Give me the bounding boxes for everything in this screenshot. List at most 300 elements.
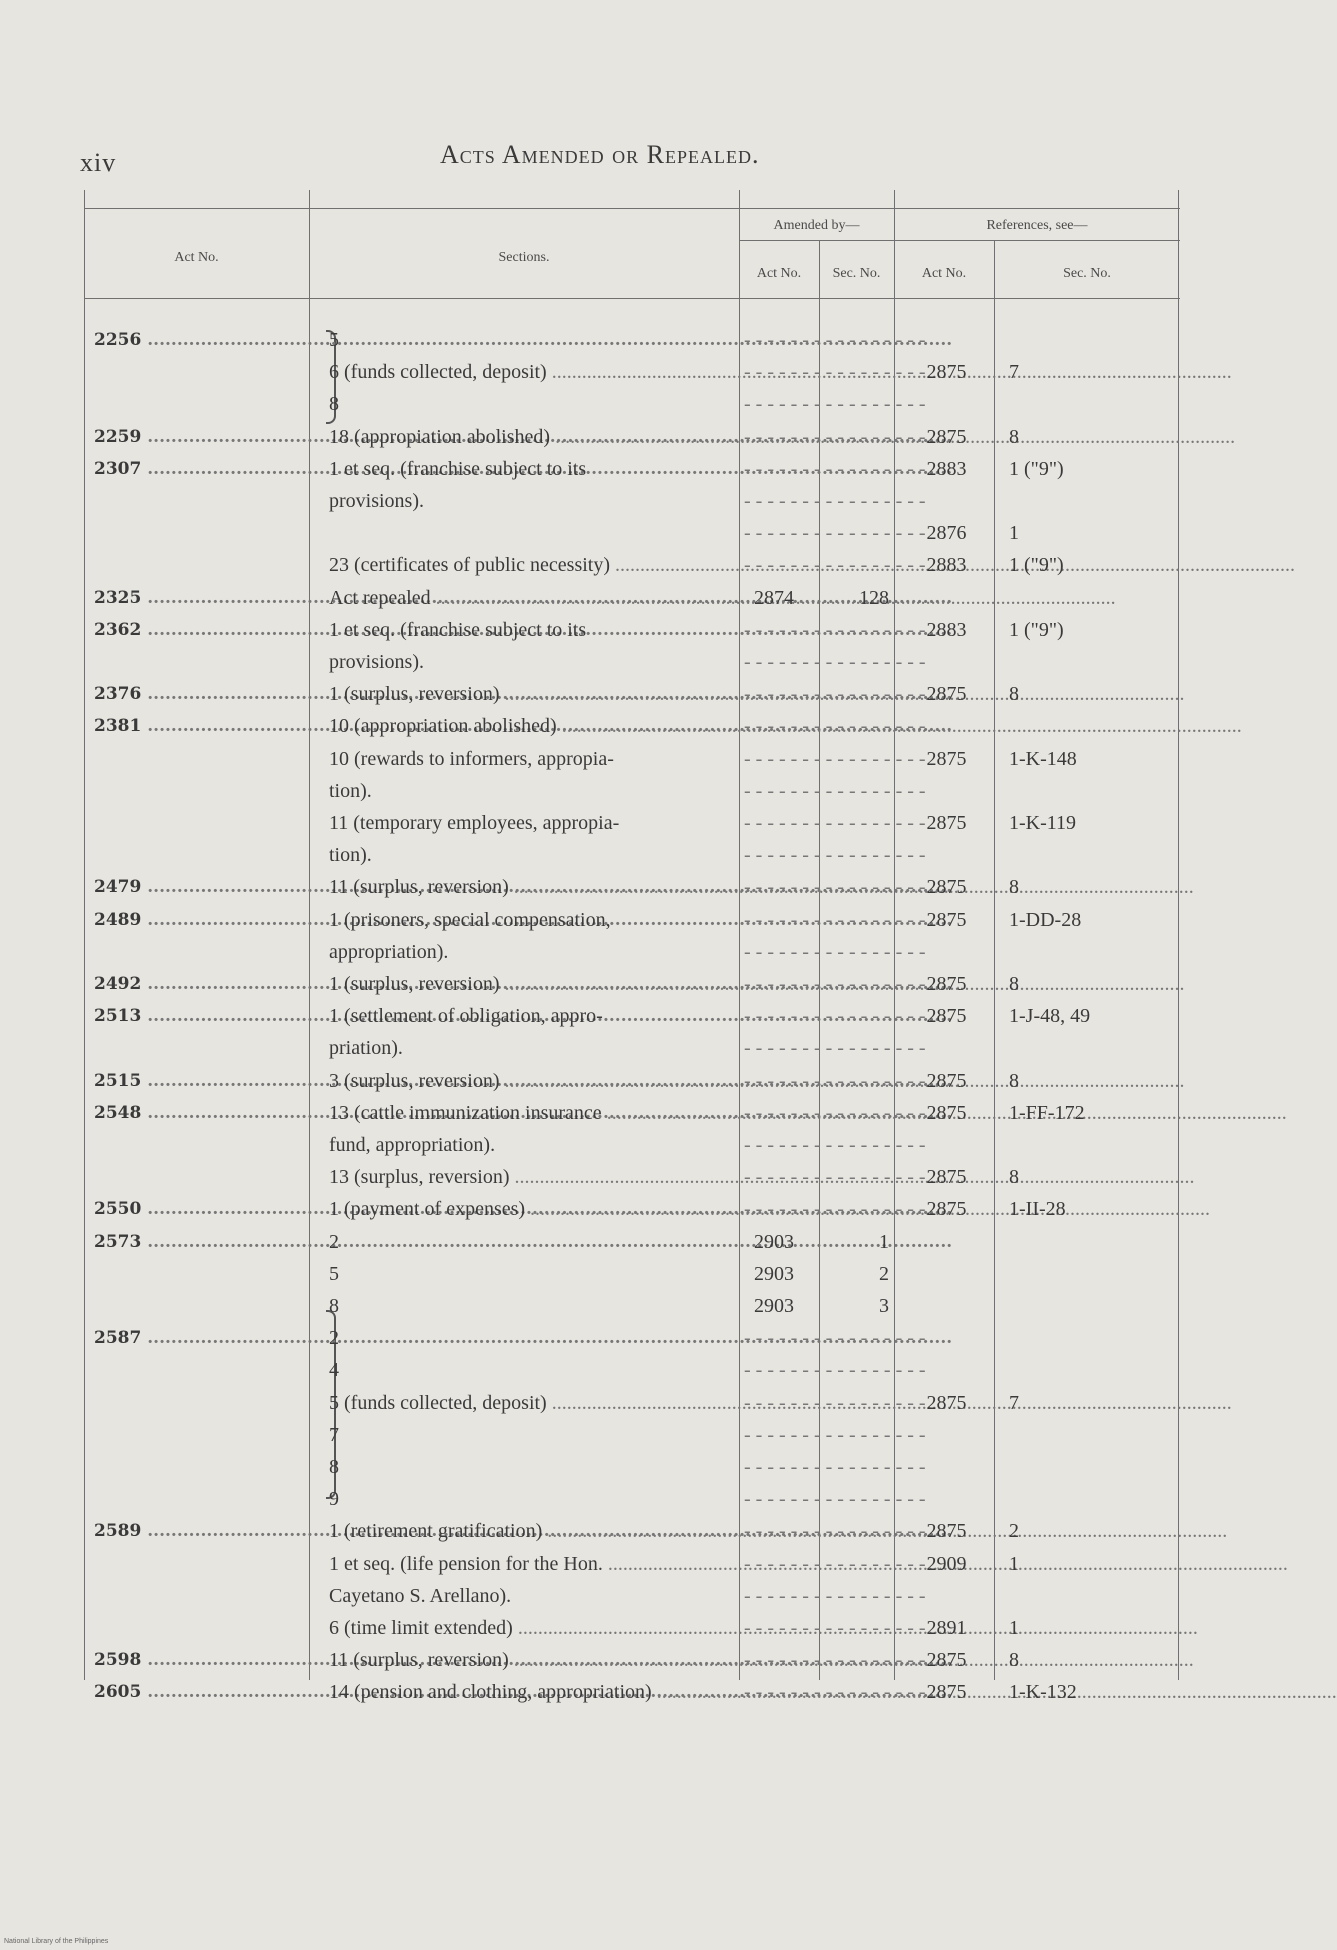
act-number: 2605 ..... (94, 1677, 294, 1707)
ref-act-no (909, 1227, 984, 1257)
ref-act-no: 2876 (926, 522, 967, 545)
section-text: 1 (retirement gratification) ..... (329, 1516, 819, 1546)
amended-sec-no (819, 905, 889, 935)
act-number (94, 647, 294, 677)
ref-sec-no (1009, 486, 1179, 516)
ref-sec-no (1009, 1227, 1179, 1257)
ref-act-no (909, 583, 984, 613)
table-row (84, 776, 1180, 806)
ref-sec-no (1009, 1452, 1179, 1482)
table-row (84, 1098, 1180, 1128)
act-number (94, 808, 294, 838)
ref-sec-no (1009, 1291, 1179, 1321)
ref-sec-no: 1 (1009, 1617, 1019, 1639)
amended-act-no (734, 1613, 814, 1643)
amended-sec-no: 3 (879, 1295, 889, 1317)
header-sections: Sections. (498, 250, 550, 265)
act-number: 2492 ..... (94, 969, 294, 999)
amended-sec-no (819, 1194, 889, 1224)
act-number (94, 1581, 294, 1611)
act-number: 2489 ..... (94, 905, 294, 935)
ref-act-no: 2891 (926, 1617, 967, 1639)
section-text: Act repealed ..... (329, 583, 819, 613)
act-number: 2598 ..... (94, 1645, 294, 1675)
amended-act-no (734, 357, 814, 387)
amended-sec-no (819, 937, 889, 967)
section-text: 2 (329, 1327, 339, 1350)
act-number (94, 776, 294, 806)
amended-sec-no (819, 1388, 889, 1418)
ref-sec-no (1009, 1259, 1179, 1289)
table-row (84, 518, 1180, 548)
section-text: 7 (329, 1423, 339, 1446)
leader-dots: - - - - - - - - - - - - - - - - (744, 1101, 926, 1124)
ref-act-no (909, 325, 984, 355)
leader-dots: - - - - - - - - - - - - - - - - (744, 490, 926, 512)
ref-sec-no: 1-J-48, 49 (1009, 1005, 1091, 1028)
amended-act-no (734, 808, 814, 838)
amended-sec-no (819, 1066, 889, 1096)
amended-sec-no (819, 550, 889, 580)
amended-act-no: 2903 (754, 1295, 794, 1317)
header-ref-act-no: Act No. (921, 266, 967, 281)
amended-sec-no (819, 454, 889, 484)
ref-act-no: 2875 (926, 747, 967, 770)
act-number: 2256 ..... (94, 325, 294, 355)
header-amended-act-no: Act No. (756, 266, 802, 281)
section-text: 3 (surplus, reversion) ..... (329, 1066, 819, 1096)
ref-act-no (909, 711, 984, 741)
section-text: 5 (funds collected, deposit) ..... (329, 1388, 819, 1418)
section-text: 11 (temporary employees, appropia- (329, 812, 620, 834)
ref-act-no: 2875 (926, 876, 967, 899)
act-number (94, 840, 294, 870)
ref-act-no (909, 1259, 984, 1289)
amended-sec-no (819, 744, 889, 774)
ref-sec-no: 1 (1009, 1552, 1019, 1575)
amended-sec-no (819, 1130, 889, 1160)
section-text: 1 (prisoners, special compensation, (329, 908, 611, 931)
table-row (84, 325, 1180, 355)
ref-act-no (909, 1130, 984, 1160)
amended-act-no (734, 647, 814, 677)
amended-sec-no (819, 808, 889, 838)
ref-act-no: 2875 (926, 973, 967, 995)
table-row (84, 1355, 1180, 1385)
section-text: provisions). (329, 651, 424, 673)
header-bottom-rule (84, 298, 1180, 299)
table-row (84, 357, 1180, 387)
ref-sec-no (1009, 1355, 1179, 1385)
amended-sec-no (819, 679, 889, 709)
section-text: provisions). (329, 490, 424, 512)
amended-act-no (734, 840, 814, 870)
amended-sec-no (819, 486, 889, 516)
amended-sec-no (819, 357, 889, 387)
table-row (84, 1130, 1180, 1160)
leader-dots: - - - - - - - - - - - - - - - - (744, 651, 926, 673)
ref-act-no (909, 1452, 984, 1482)
amended-act-no (734, 1001, 814, 1031)
amended-act-no (734, 969, 814, 999)
act-number (94, 1613, 294, 1643)
amended-sec-no (819, 1484, 889, 1514)
ref-act-no (909, 776, 984, 806)
section-text: 10 (rewards to informers, appropia- (329, 747, 614, 770)
act-number (94, 518, 294, 548)
section-text: 14 (pension and clothing, appropriation) ..... (329, 1677, 819, 1707)
act-number (94, 1259, 294, 1289)
table-row (84, 647, 1180, 677)
table-row (84, 1001, 1180, 1031)
ref-act-no: 2875 (926, 1520, 967, 1543)
amended-sec-no (819, 969, 889, 999)
amended-act-no (734, 1452, 814, 1482)
amended-act-no (734, 422, 814, 452)
ref-sec-no: 7 (1009, 361, 1019, 384)
table-row (84, 1452, 1180, 1482)
amended-act-no (734, 518, 814, 548)
ref-act-no: 2909 (926, 1552, 967, 1575)
leader-dots: - - - - - - - - - - - - - - - - (744, 1166, 926, 1189)
leader-dots: - - - - - - - - - - - - - - - - (744, 618, 926, 641)
amended-act-no (734, 454, 814, 484)
act-number: 2376 ..... (94, 679, 294, 709)
amended-act-no (734, 1516, 814, 1546)
act-number (94, 1388, 294, 1418)
leader-dots: - - - - - - - - - - - - - - - - (744, 1134, 926, 1156)
amended-act-no (734, 389, 814, 419)
table-row (84, 1162, 1180, 1192)
header-amended-by: Amended by— (773, 218, 860, 233)
amended-act-no (734, 325, 814, 355)
leader-dots: - - - - - - - - - - - - - - - - (744, 876, 926, 899)
ref-act-no (909, 1033, 984, 1063)
leader-dots: - - - - - - - - - - - - - - - - (744, 1617, 926, 1639)
table-row (84, 454, 1180, 484)
ref-sec-no: 1 ("9") (1009, 457, 1064, 480)
amended-act-no (734, 550, 814, 580)
ref-act-no: 2875 (926, 812, 967, 834)
amended-sec-no (819, 1645, 889, 1675)
ref-sec-no: 7 (1009, 1391, 1019, 1414)
amended-act-no (734, 1162, 814, 1192)
table-row (84, 840, 1180, 870)
ref-sec-no: 1 (1009, 522, 1019, 545)
amended-sec-no (819, 1033, 889, 1063)
ref-act-no: 2875 (926, 361, 967, 384)
amended-sec-no: 1 (879, 1230, 889, 1253)
amended-act-no (734, 1098, 814, 1128)
leader-dots: - - - - - - - - - - - - - - - - (744, 1359, 926, 1382)
amended-act-no: 2903 (754, 1262, 794, 1285)
ref-sec-no: 8 (1009, 425, 1019, 448)
amended-sec-no (819, 647, 889, 677)
amended-sec-no (819, 1677, 889, 1707)
act-number: 2259 ..... (94, 422, 294, 452)
amended-act-no (734, 1388, 814, 1418)
page-number: xiv (80, 148, 117, 177)
section-text: 4 (329, 1359, 339, 1382)
leader-dots: - - - - - - - - - - - - - - - - (744, 1198, 926, 1221)
table-row (84, 1194, 1180, 1224)
act-number: 2325 ..... (94, 583, 294, 613)
ref-sec-no: 1-K-148 (1009, 747, 1077, 770)
leader-dots: - - - - - - - - - - - - - - - - (744, 1423, 926, 1446)
section-text: 5 (329, 1262, 339, 1285)
table-row (84, 389, 1180, 419)
amended-act-no (734, 1355, 814, 1385)
leader-dots: - - - - - - - - - - - - - - - - (744, 683, 926, 706)
ref-sec-no: 1-II-28 (1009, 1198, 1066, 1221)
ref-sec-no (1009, 583, 1179, 613)
table-row (84, 808, 1180, 838)
table-row (84, 550, 1180, 580)
act-number (94, 937, 294, 967)
section-text: 2 (329, 1230, 339, 1253)
ref-act-no (909, 1581, 984, 1611)
ref-sec-no: 1 ("9") (1009, 554, 1064, 577)
act-number (94, 1452, 294, 1482)
table-row (84, 1066, 1180, 1096)
section-text: tion). (329, 779, 372, 802)
act-number: 2548 ..... (94, 1098, 294, 1128)
ref-sec-no (1009, 325, 1179, 355)
section-text: 1 (payment of expenses) ..... (329, 1194, 819, 1224)
act-number: 2381 ..... (94, 711, 294, 741)
ref-sec-no: 1-DD-28 (1009, 908, 1082, 931)
ref-act-no: 2875 (926, 908, 967, 931)
amended-act-no (734, 1194, 814, 1224)
section-text: 13 (surplus, reversion) ..... (329, 1162, 819, 1192)
leader-dots: - - - - - - - - - - - - - - - - (744, 1681, 926, 1704)
amended-sec-no (819, 1098, 889, 1128)
leader-dots: - - - - - - - - - - - - - - - - (744, 1391, 926, 1414)
ref-act-no: 2883 (926, 618, 967, 641)
table-row (84, 937, 1180, 967)
section-text: 23 (certificates of public necessity) ..... (329, 550, 819, 580)
table-row (84, 1549, 1180, 1579)
ref-sec-no: 8 (1009, 1166, 1019, 1189)
ref-act-no (909, 486, 984, 516)
amended-act-no (734, 486, 814, 516)
leader-dots: - - - - - - - - - - - - - - - - (744, 329, 926, 351)
ref-sec-no (1009, 389, 1179, 419)
amended-act-no (734, 937, 814, 967)
amended-sec-no (819, 711, 889, 741)
ref-act-no: 2875 (926, 1681, 967, 1704)
amended-act-no (734, 1130, 814, 1160)
act-number: 2550 ..... (94, 1194, 294, 1224)
section-text: 11 (surplus, reversion) ..... (329, 872, 819, 902)
amended-sec-no (819, 776, 889, 806)
amended-act-no (734, 1420, 814, 1450)
table-row (84, 1677, 1180, 1707)
table-row (84, 1227, 1180, 1257)
amended-sec-no (819, 325, 889, 355)
leader-dots: - - - - - - - - - - - - - - - - (744, 1005, 926, 1028)
leader-dots: - - - - - - - - - - - - - - - - (744, 1488, 926, 1511)
table-row (84, 422, 1180, 452)
header-amended-sec-no: Sec. No. (832, 266, 881, 281)
amended-act-no (734, 905, 814, 935)
leader-dots: - - - - - - - - - - - - - - - - (744, 457, 926, 480)
amended-sec-no (819, 1613, 889, 1643)
leader-dots: - - - - - - - - - - - - - - - - (744, 1456, 926, 1478)
header-act-no: Act No. (174, 250, 219, 265)
ref-act-no (909, 1323, 984, 1353)
leader-dots: - - - - - - - - - - - - - - - - (744, 1037, 926, 1060)
table-row (84, 1581, 1180, 1611)
act-number (94, 744, 294, 774)
table-row (84, 1645, 1180, 1675)
ref-act-no: 2875 (926, 1069, 967, 1092)
amended-act-no: 2903 (754, 1230, 794, 1253)
leader-dots: - - - - - - - - - - - - - - - - (744, 908, 926, 931)
section-text: Cayetano S. Arellano). (329, 1584, 512, 1607)
amended-sec-no (819, 840, 889, 870)
ref-act-no (909, 1291, 984, 1321)
ref-act-no (909, 1484, 984, 1514)
table-row (84, 969, 1180, 999)
section-text: 8 (329, 1295, 339, 1317)
ref-sec-no: 2 (1009, 1520, 1019, 1543)
ref-sec-no: 1-K-132 (1009, 1681, 1077, 1704)
ref-sec-no: 8 (1009, 973, 1019, 995)
act-number (94, 1033, 294, 1063)
act-number: 2589 ..... (94, 1516, 294, 1546)
table-row (84, 486, 1180, 516)
amended-act-no: 2874 (754, 586, 794, 609)
leader-dots: - - - - - - - - - - - - - - - - (744, 1552, 926, 1575)
ref-sec-no: 1-FF-172 (1009, 1101, 1085, 1124)
act-number (94, 550, 294, 580)
ref-act-no: 2875 (926, 683, 967, 706)
leader-dots: - - - - - - - - - - - - - - - - (744, 844, 926, 867)
amended-act-no (734, 776, 814, 806)
leader-dots: - - - - - - - - - - - - - - - - (744, 1327, 926, 1350)
page-title: Acts Amended or Repealed. (440, 140, 760, 169)
leader-dots: - - - - - - - - - - - - - - - - (744, 812, 926, 834)
ref-sec-no (1009, 937, 1179, 967)
table-row (84, 679, 1180, 709)
amended-sec-no (819, 1549, 889, 1579)
header-ref-sec-no: Sec. No. (1063, 266, 1111, 281)
table-row (84, 1516, 1180, 1546)
leader-dots: - - - - - - - - - - - - - - - - (744, 361, 926, 384)
act-number (94, 486, 294, 516)
ref-act-no (909, 840, 984, 870)
act-number (94, 1484, 294, 1514)
ref-act-no: 2875 (926, 1005, 967, 1028)
section-text: 6 (time limit extended) ..... (329, 1613, 819, 1643)
section-text: 6 (funds collected, deposit) ..... (329, 357, 819, 387)
leader-dots: - - - - - - - - - - - - - - - - (744, 1520, 926, 1543)
leader-dots: - - - - - - - - - - - - - - - - (744, 522, 926, 545)
ref-act-no (909, 647, 984, 677)
section-text: 1 et seq. (franchise subject to its (329, 618, 587, 641)
amended-sec-no: 2 (879, 1262, 889, 1285)
ref-sec-no (1009, 1484, 1179, 1514)
section-text: 5 (329, 329, 339, 351)
leader-dots: - - - - - - - - - - - - - - - - (744, 425, 926, 448)
ref-sec-no (1009, 840, 1179, 870)
section-text: 1 et seq. (life pension for the Hon. ..... (329, 1549, 819, 1579)
ref-act-no: 2883 (926, 457, 967, 480)
act-number: 2362 ..... (94, 615, 294, 645)
act-number: 2587 ..... (94, 1323, 294, 1353)
table-row (84, 1484, 1180, 1514)
act-number: 2513 ..... (94, 1001, 294, 1031)
amended-sec-no (819, 518, 889, 548)
table-row (84, 1291, 1180, 1321)
table-row (84, 905, 1180, 935)
table-row (84, 1420, 1180, 1450)
leader-dots: - - - - - - - - - - - - - - - - (744, 747, 926, 770)
section-text: 1 (surplus, reversion) ..... (329, 679, 819, 709)
acts-table (84, 190, 1180, 1704)
leader-dots: - - - - - - - - - - - - - - - - (744, 1649, 926, 1672)
amended-sec-no (819, 615, 889, 645)
ref-act-no (909, 1420, 984, 1450)
leader-dots: - - - - - - - - - - - - - - - - (744, 940, 926, 963)
table-row (84, 1388, 1180, 1418)
table-row (84, 1259, 1180, 1289)
section-text: appropriation). (329, 940, 449, 963)
table-row (84, 583, 1180, 613)
table-row (84, 872, 1180, 902)
leader-dots: - - - - - - - - - - - - - - - - (744, 973, 926, 995)
amended-act-no (734, 1066, 814, 1096)
ref-sec-no: 1-K-119 (1009, 812, 1077, 834)
ref-sec-no (1009, 711, 1179, 741)
leader-dots: - - - - - - - - - - - - - - - - (744, 779, 926, 802)
section-text: 18 (appropiation abolished) ..... (329, 422, 819, 452)
amended-act-no (734, 1033, 814, 1063)
section-text: 11 (surplus, reversion) ..... (329, 1645, 819, 1675)
section-text: 1 (surplus, reversion) ..... (329, 969, 819, 999)
table-row (84, 615, 1180, 645)
amended-act-no (734, 1645, 814, 1675)
amended-act-no (734, 1677, 814, 1707)
ref-act-no: 2875 (926, 1198, 967, 1221)
section-text: fund, appropriation). (329, 1134, 496, 1156)
table-row (84, 1033, 1180, 1063)
act-number: 2479 ..... (94, 872, 294, 902)
amended-sec-no (819, 1452, 889, 1482)
leader-dots: - - - - - - - - - - - - - - - - (744, 554, 926, 577)
ref-sec-no (1009, 1130, 1179, 1160)
table-row (84, 744, 1180, 774)
ref-sec-no (1009, 1420, 1179, 1450)
act-number (94, 389, 294, 419)
ref-act-no: 2875 (926, 1101, 967, 1124)
ref-sec-no: 8 (1009, 1069, 1019, 1092)
section-text: 1 (settlement of obligation, appro- (329, 1005, 603, 1028)
amended-act-no (734, 1484, 814, 1514)
header-references: References, see— (986, 218, 1088, 233)
amended-act-no (734, 615, 814, 645)
ref-act-no (909, 1355, 984, 1385)
table-row (84, 1323, 1180, 1353)
ref-sec-no (1009, 1033, 1179, 1063)
act-number (94, 1130, 294, 1160)
amended-sec-no (819, 1323, 889, 1353)
ref-sec-no (1009, 776, 1179, 806)
leader-dots: - - - - - - - - - - - - - - - - (744, 1069, 926, 1092)
amended-act-no (734, 872, 814, 902)
amended-act-no (734, 744, 814, 774)
